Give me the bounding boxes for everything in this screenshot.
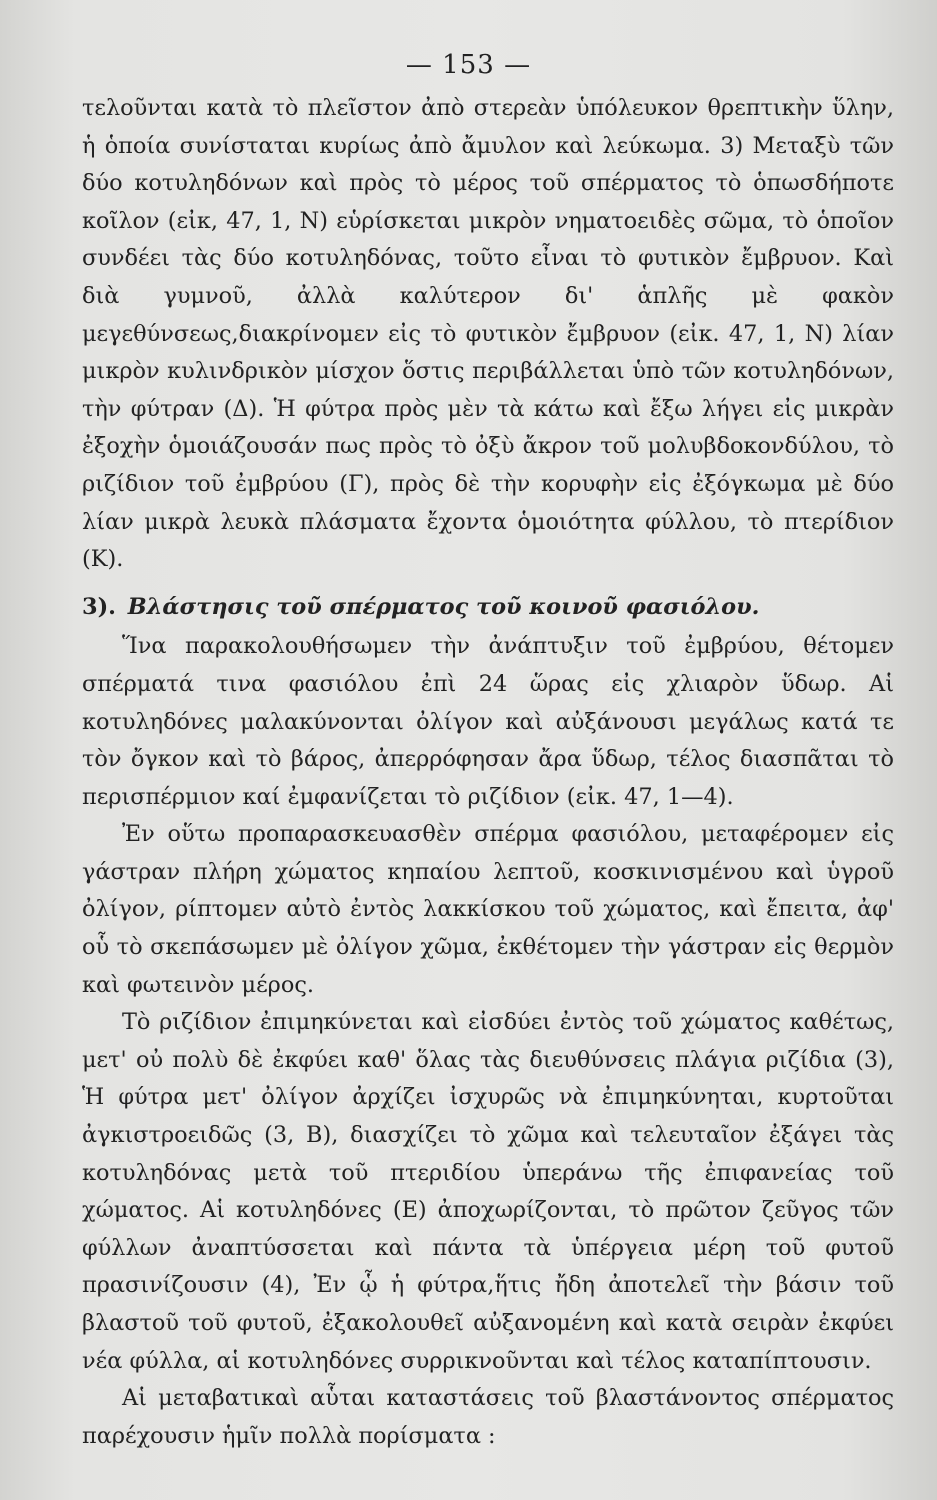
page-body: [82, 90, 894, 1455]
section-heading-number: 3).: [82, 593, 116, 620]
page-number: — 153 —: [405, 50, 532, 80]
paragraph-conclusion: Αἱ μεταβατικαὶ αὗται καταστάσεις τοῦ βλαστάνοντος σπέρματος παρέχουσιν ἡμῖν πολλὰ πορίσματα :: [82, 1385, 894, 1449]
paragraph-embryo-description: τελοῦνται κατὰ τὸ πλεῖστον ἀπὸ στερεὰν ὑπόλευκον θρεπτικὴν ὕλην, ἡ ὁποία συνίσταται κυρίως ἀπὸ ἄμυλον καὶ λεύκωμα. 3) Μεταξὺ τῶν δύο κοτυληδόνων καὶ πρὸς τὸ μέρος τοῦ σπέρματος τὸ ὁπωσδήποτε κοῖλον (εἰκ, 47, 1, N) εὑρίσκεται μικρὸν νηματοειδὲς σῶμα, τὸ ὁποῖον συνδέει τὰς δύο κοτυληδόνας, τοῦτο εἶναι τὸ φυτικὸν ἔμβρυον. Καὶ διὰ γυμνοῦ, ἀλλὰ καλύτερον δι' ἁπλῆς μὲ φακὸν μεγεθύνσεως,διακρίνομεν εἰς τὸ φυτικὸν ἔμβρυον (εἰκ. 47, 1, N) λίαν μικρὸν κυλινδρικὸν μίσχον ὅστις περιβάλλεται ὑπὸ τῶν κοτυληδόνων, τὴν φύτραν (Δ). Ἡ φύτρα πρὸς μὲν τὰ κάτω καὶ ἔξω λήγει εἰς μικρὰν ἐξοχὴν ὁμοιάζουσάν πως πρὸς τὸ ὀξὺ ἄκρον τοῦ μολυβδοκονδύλου, τὸ ριζίδιον τοῦ ἐμβρύου (Γ), πρὸς δὲ τὴν κορυφὴν εἰς ἐξόγκωμα μὲ δύο λίαν μικρὰ λευκὰ πλάσματα ἔχοντα ὁμοιότητα φύλλου, τὸ πτερίδιον (K).: [82, 95, 894, 573]
paragraph-soaking: Ἵνα παρακολουθήσωμεν τὴν ἀνάπτυξιν τοῦ ἐμβρύου, θέτομεν σπέρματά τινα φασιόλου ἐπὶ 24 ὥρας εἰς χλιαρὸν ὕδωρ. Αἱ κοτυληδόνες μαλακύνονται ὀλίγον καὶ αὐξάνουσι μεγάλως κατά τε τὸν ὄγκον καὶ τὸ βάρος, ἀπερρόφησαν ἄρα ὕδωρ, τέλος διασπᾶται τὸ περισπέρμιον καί ἐμφανίζεται τὸ ριζίδιον (εἰκ. 47, 1—4).: [82, 633, 894, 810]
section-heading-text: Βλάστησις τοῦ σπέρματος τοῦ κοινοῦ φασιόλου.: [127, 593, 760, 620]
paragraph-germination: Τὸ ριζίδιον ἐπιμηκύνεται καὶ εἰσδύει ἐντὸς τοῦ χώματος καθέτως, μετ' οὐ πολὺ δὲ ἐκφύει καθ' ὅλας τὰς διευθύνσεις πλάγια ριζίδια (3), Ἡ φύτρα μετ' ὀλίγον ἀρχίζει ἰσχυρῶς νὰ ἐπιμηκύνηται, κυρτοῦται ἀγκιστροειδῶς (3, B), διασχίζει τὸ χῶμα καὶ τελευταῖον ἐξάγει τὰς κοτυληδόνας μετὰ τοῦ πτεριδίου ὑπεράνω τῆς ἐπιφανείας τοῦ χώματος. Αἱ κοτυληδόνες (E) ἀποχωρίζονται, τὸ πρῶτον ζεῦγος τῶν φύλλων ἀναπτύσσεται καὶ πάντα τὰ ὑπέργεια μέρη τοῦ φυτοῦ πρασινίζουσιν (4), Ἐν ᾧ ἡ φύτρα,ἥτις ἤδη ἀποτελεῖ τὴν βάσιν τοῦ βλαστοῦ τοῦ φυτοῦ, ἐξακολουθεῖ αὐξανομένη καὶ κατὰ σειρὰν ἐκφύει νέα φύλλα, αἱ κοτυληδόνες συρρικνοῦνται καὶ τέλος καταπίπτουσιν.: [82, 1009, 894, 1374]
paragraph-planting: Ἐν οὕτω προπαρασκευασθὲν σπέρμα φασιόλου, μεταφέρομεν εἰς γάστραν πλήρη χώματος κηπαίου λεπτοῦ, κοσκινισμένου καὶ ὑγροῦ ὀλίγον, ρίπτομεν αὐτὸ ἐντὸς λακκίσκου τοῦ χώματος, καὶ ἔπειτα, ἀφ' οὗ τὸ σκεπάσωμεν μὲ ὀλίγον χῶμα, ἐκθέτομεν τὴν γάστραν εἰς θερμὸν καὶ φωτεινὸν μέρος.: [82, 821, 894, 998]
section-heading: [82, 589, 894, 627]
